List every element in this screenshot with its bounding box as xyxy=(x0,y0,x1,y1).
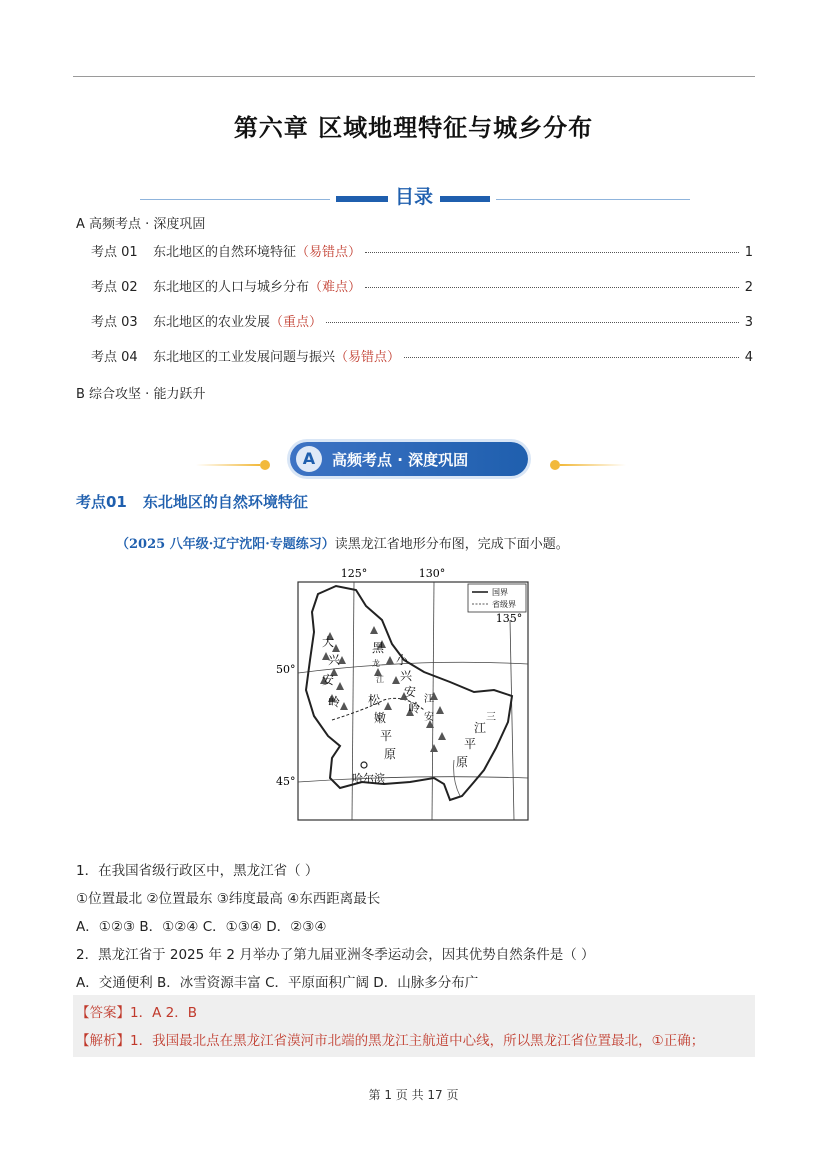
lon-label: 135° xyxy=(495,612,523,625)
map-label: 安 xyxy=(424,712,434,723)
toc-item-page: 1 xyxy=(744,245,753,260)
question-2-choices: A．交通便利 B．冰雪资源丰富 C．平原面积广阔 D．山脉多分布广 xyxy=(76,975,479,991)
toc-item-tag: （难点） xyxy=(309,280,362,295)
map-label: 江 xyxy=(376,675,384,684)
legend-national-border: 国界 xyxy=(492,588,508,597)
question-1-options-statements: ①位置最北 ②位置最东 ③纬度最高 ④东西距离最长 xyxy=(76,891,381,907)
toc-item[interactable] xyxy=(91,241,753,259)
toc-item-code: 考点 01 xyxy=(91,245,138,260)
toc-leader-dots xyxy=(326,322,739,323)
toc-leader-dots xyxy=(365,252,739,253)
toc-item[interactable] xyxy=(91,276,753,294)
kaodian-heading xyxy=(76,491,308,512)
banner-letter: A xyxy=(296,446,322,472)
toc-banner-right-bar xyxy=(440,196,490,202)
question-source xyxy=(116,533,569,552)
page-footer: 第 1 页 共 17 页 xyxy=(368,1088,459,1102)
toc-banner-right-line xyxy=(496,199,690,200)
answer-line: 【答案】1．A 2．B xyxy=(76,1005,197,1021)
map-label: 龙 xyxy=(372,659,380,668)
banner-left-dot xyxy=(260,460,270,470)
toc-item-code: 考点 03 xyxy=(91,315,138,330)
toc-item-tag: （易错点） xyxy=(296,245,362,260)
map-label: 黑 xyxy=(372,641,385,655)
map-label: 松 xyxy=(368,693,381,707)
top-rule xyxy=(73,76,755,77)
toc-item-text: 东北地区的工业发展问题与振兴 xyxy=(153,350,336,365)
toc-section-b[interactable]: B 综合攻坚 · 能力跃升 xyxy=(76,387,206,402)
toc-leader-dots xyxy=(404,357,739,358)
toc-leader-dots xyxy=(365,287,739,288)
map-label: 平 xyxy=(464,737,477,751)
map-label: 江 xyxy=(474,721,487,735)
page-title: 第六章 区域地理特征与城乡分布 xyxy=(233,114,594,142)
map-label: 三 xyxy=(486,712,496,723)
map-label: 小 xyxy=(396,653,409,667)
map-label: 兴 xyxy=(400,669,413,683)
heilongjiang-terrain-map xyxy=(274,560,534,826)
map-label: 岭 xyxy=(408,701,421,715)
map-label: 原 xyxy=(456,755,469,769)
toc-item-text: 东北地区的农业发展 xyxy=(153,315,271,330)
kaodian-title: 东北地区的自然环境特征 xyxy=(142,493,308,511)
toc-item-tag: （易错点） xyxy=(335,350,401,365)
toc-item-tag: （重点） xyxy=(270,315,323,330)
toc-item-code: 考点 04 xyxy=(91,350,138,365)
toc-item[interactable] xyxy=(91,346,753,364)
toc-item-text: 东北地区的人口与城乡分布 xyxy=(153,280,310,295)
map-label: 岭 xyxy=(328,695,341,709)
map-label: 安 xyxy=(322,673,335,687)
toc-item-code: 考点 02 xyxy=(91,280,138,295)
toc-banner-left-line xyxy=(140,199,330,200)
lon-label: 130° xyxy=(418,567,446,580)
toc-section-a[interactable]: A 高频考点 · 深度巩固 xyxy=(76,217,206,232)
source-label: （2025 八年级·辽宁沈阳·专题练习） xyxy=(116,537,335,552)
lat-label: 50° xyxy=(276,663,296,676)
map-label: 江 xyxy=(424,694,434,705)
banner-right-line xyxy=(560,464,626,466)
toc-heading: 目录 xyxy=(394,186,433,208)
toc-item-page: 3 xyxy=(744,315,753,330)
toc-item[interactable] xyxy=(91,311,753,329)
question-2-stem: 2．黑龙江省于 2025 年 2 月举办了第九届亚洲冬季运动会，因其优势自然条件是（ ） xyxy=(76,947,595,963)
harbin-label: 哈尔滨 xyxy=(352,772,385,785)
toc-banner-left-bar xyxy=(336,196,388,202)
legend-provincial-border: 省级界 xyxy=(492,600,516,609)
map-label: 兴 xyxy=(328,653,341,667)
toc-banner xyxy=(140,182,690,212)
lat-label: 45° xyxy=(276,775,296,788)
banner-right-dot xyxy=(550,460,560,470)
kaodian-number: 考点01 xyxy=(76,493,127,511)
harbin-marker xyxy=(361,762,367,768)
analysis-line: 【解析】1．我国最北点在黑龙江省漠河市北端的黑龙江主航道中心线，所以黑龙江省位置最北，①正确； xyxy=(76,1033,705,1049)
toc-item-page: 2 xyxy=(744,280,753,295)
banner-left-line xyxy=(196,464,260,466)
map-label: 安 xyxy=(404,685,417,699)
lon-label: 125° xyxy=(340,567,368,580)
question-1-choices: A．①②③ B．①②④ C．①③④ D．②③④ xyxy=(76,919,327,935)
toc-item-text: 东北地区的自然环境特征 xyxy=(153,245,297,260)
question-1-stem: 1．在我国省级行政区中，黑龙江省（ ） xyxy=(76,863,319,879)
map-label: 原 xyxy=(384,747,397,761)
banner-text: 高频考点 · 深度巩固 xyxy=(332,451,469,469)
map-label: 平 xyxy=(380,729,393,743)
section-a-banner xyxy=(196,441,626,477)
toc-item-page: 4 xyxy=(744,350,753,365)
source-text: 读黑龙江省地形分布图，完成下面小题。 xyxy=(334,537,569,552)
map-label: 大 xyxy=(322,635,335,649)
map-label: 嫩 xyxy=(374,711,387,725)
